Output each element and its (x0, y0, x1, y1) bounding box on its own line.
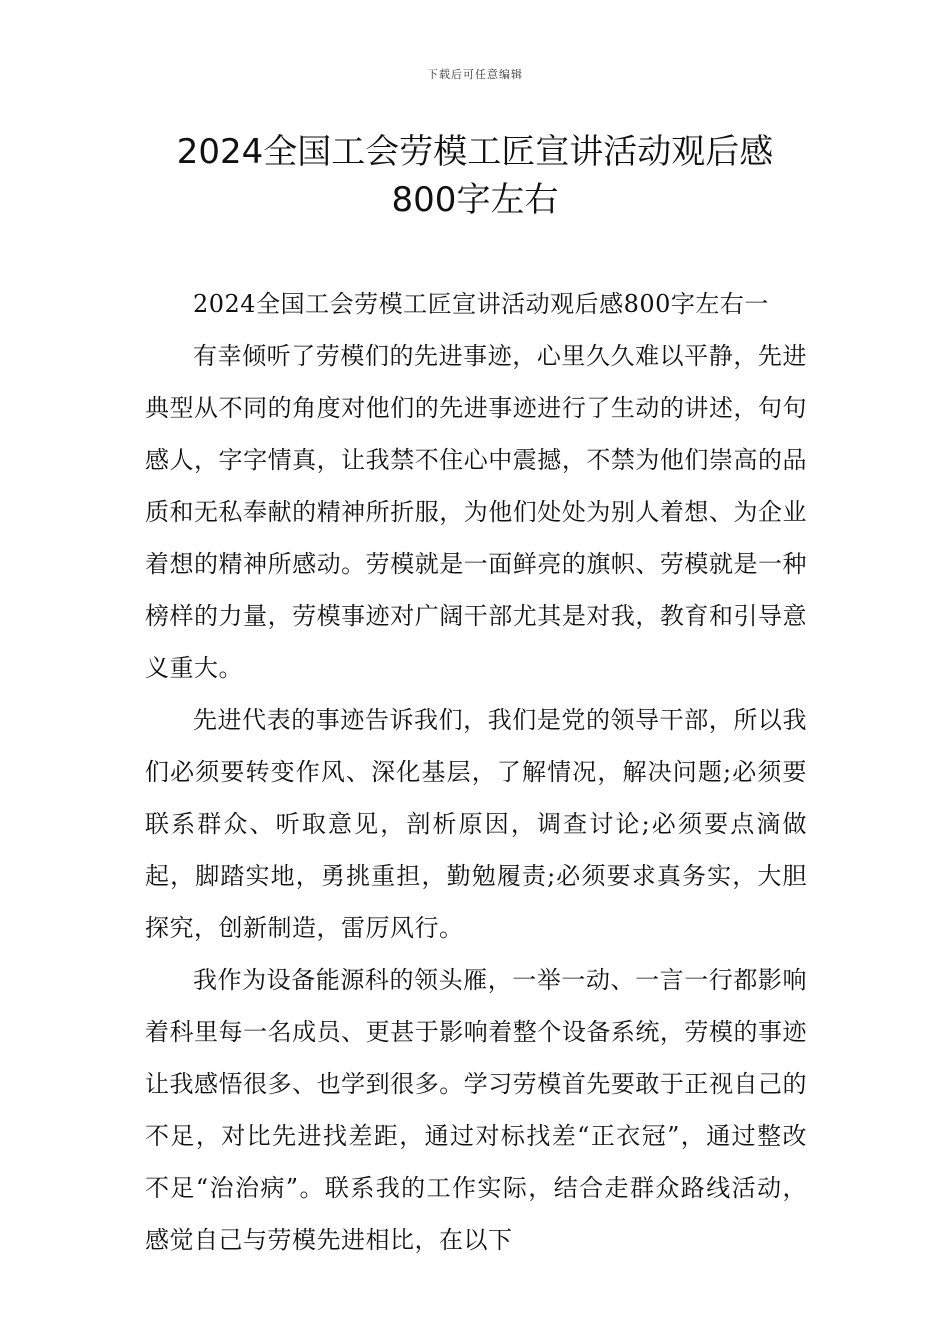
title-line-2: 800字左右 (391, 180, 559, 220)
title-line-1: 2024全国工会劳模工匠宣讲活动观后感 (176, 132, 774, 172)
paragraph-subtitle: 2024全国工会劳模工匠宣讲活动观后感800字左右一 (193, 290, 769, 318)
document-body (145, 278, 807, 1266)
paragraph-2: 先进代表的事迹告诉我们，我们是党的领导干部，所以我们必须要转变作风、深化基层，了解情况，解决问题;必须要联系群众、听取意见，剖析原因，调查讨论;必须要点滴做起，脚踏实地，勇挑重担，勤勉履责;必须要求真务实，大胆探究，创新制造，雷厉风行。 (145, 706, 807, 942)
header-note: 下载后可任意编辑 (427, 68, 523, 81)
document-title (0, 128, 950, 224)
paragraph-3: 我作为设备能源科的领头雁，一举一动、一言一行都影响着科里每一名成员、更甚于影响着整个设备系统，劳模的事迹让我感悟很多、也学到很多。学习劳模首先要敢于正视自己的不足，对比先进找差距，通过对标找差“正衣冠”，通过整改不足“治治病”。联系我的工作实际，结合走群众路线活动，感觉自己与劳模先进相比，在以下 (145, 966, 807, 1254)
paragraph-1: 有幸倾听了劳模们的先进事迹，心里久久难以平静，先进典型从不同的角度对他们的先进事迹进行了生动的讲述，句句感人，字字情真，让我禁不住心中震撼，不禁为他们崇高的品质和无私奉献的精神所折服，为他们处处为别人着想、为企业着想的精神所感动。劳模就是一面鲜亮的旗帜、劳模就是一种榜样的力量，劳模事迹对广阔干部尤其是对我，教育和引导意义重大。 (145, 342, 807, 682)
